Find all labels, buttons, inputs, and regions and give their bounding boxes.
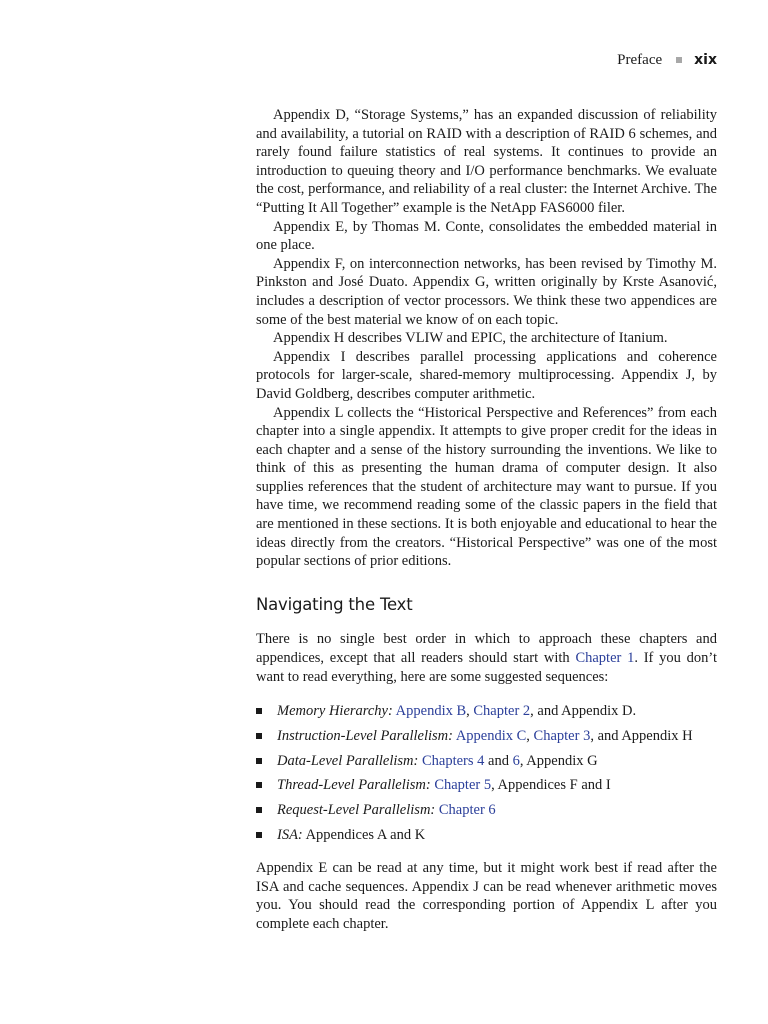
sequence-text: , and Appendix H	[590, 727, 693, 744]
section-heading: Navigating the Text	[256, 594, 413, 614]
bullet-square-icon	[256, 708, 262, 714]
sequence-text: , and Appendix D.	[530, 703, 637, 720]
paragraph-appendix-f-g: Appendix F, on interconnection networks, has been revised by Timothy M. Pinkston and José Duato. Appendix G, written originally by Krste Asanović, includes a description of vector processors. We think these two appendices are some of the best material we know of on each topic.	[256, 255, 717, 328]
chapter-1-link[interactable]: Chapter 1	[575, 650, 635, 667]
section-intro	[256, 630, 717, 686]
sequence-text: and	[484, 752, 513, 769]
cross-reference-link[interactable]: 6	[512, 752, 520, 769]
cross-reference-link[interactable]: Appendix B	[395, 703, 467, 720]
paragraph-appendix-d: Appendix D, “Storage Systems,” has an expanded discussion of reliability and availability, a tutorial on RAID with a description of RAID 6 schemes, and rarely found failure statistics of real systems. It continues to provide an introduction to queuing theory and I/O performance benchmarks. We evaluate the cost, performance, and reliability of a real cluster: the Internet Archive. The “Putting It All Together” example is the NetApp FAS6000 filer.	[256, 107, 717, 216]
cross-reference-link[interactable]: Chapter 6	[438, 801, 496, 818]
sequence-text: ,	[466, 703, 474, 720]
page-body	[256, 106, 717, 934]
sequence-text: , Appendix G	[519, 752, 598, 769]
sequence-label: Memory Hierarchy:	[277, 703, 393, 720]
paragraph-appendix-i-j: Appendix I describes parallel processing applications and coherence protocols for larger-scale, shared-memory multiprocessing. Appendix J, by David Goldberg, describes computer arithmetic.	[256, 348, 717, 402]
sequence-label: Thread-Level Parallelism:	[277, 777, 431, 794]
bullet-square-icon	[256, 807, 262, 813]
sequence-text: , Appendices F and I	[491, 777, 611, 794]
closing-paragraph: Appendix E can be read at any time, but it might work best if read after the ISA and cache sequences. Appendix J can be read whenever arithmetic moves you. You should read the corresponding portion of Appendix L after you complete each chapter.	[256, 860, 717, 933]
sequence-label: Data-Level Parallelism:	[277, 752, 419, 769]
sequence-text: ,	[526, 727, 534, 744]
cross-reference-link[interactable]: Chapters 4	[421, 752, 485, 769]
cross-reference-link[interactable]: Chapter 5	[434, 777, 492, 794]
intro-text-after: . If you don’t want to read everything, here are some suggested sequences:	[256, 650, 717, 685]
paragraph-appendix-l: Appendix L collects the “Historical Perspective and References” from each chapter into a single appendix. It attempts to give proper credit for the ideas in each chapter and a sense of the history surrounding the inventions. We like to think of this as presenting the human drama of computer design. It also supplies references that the student of architecture may want to pursue. If you have time, we recommend reading some of the classic papers in the field that are mentioned in these sections. It is both enjoyable and educational to hear the ideas directly from the creators. “Historical Perspective” was one of the most popular sections of prior editions.	[256, 404, 717, 570]
bullet-square-icon	[256, 832, 262, 838]
bullet-square-icon	[256, 758, 262, 764]
cross-reference-link[interactable]: Chapter 2	[473, 703, 531, 720]
page-number: xix	[694, 52, 717, 68]
paragraph-appendix-h: Appendix H describes VLIW and EPIC, the architecture of Itanium.	[273, 330, 668, 347]
sequence-item	[256, 752, 717, 771]
sequence-item	[256, 776, 717, 795]
sequence-item	[256, 727, 717, 746]
sequence-item	[256, 826, 717, 845]
running-head-title: Preface	[617, 52, 663, 68]
bullet-square-icon	[256, 782, 262, 788]
sequence-text: Appendices A and K	[302, 826, 426, 843]
sequence-item	[256, 702, 717, 721]
intro-text-before: There is no single best order in which to approach these chapters and appendices, except that all readers should start with	[256, 631, 717, 667]
sequence-label: Instruction-Level Parallelism:	[277, 727, 453, 744]
bullet-square-icon	[256, 733, 262, 739]
running-head	[617, 50, 717, 70]
paragraph-appendix-e: Appendix E, by Thomas M. Conte, consolidates the embedded material in one place.	[256, 218, 717, 254]
sequence-label: ISA:	[277, 826, 303, 843]
cross-reference-link[interactable]: Appendix C	[455, 727, 527, 744]
running-head-separator	[676, 57, 682, 63]
sequence-item	[256, 801, 717, 820]
sequence-list	[256, 702, 717, 844]
sequence-label: Request-Level Parallelism:	[277, 801, 436, 818]
cross-reference-link[interactable]: Chapter 3	[533, 727, 591, 744]
